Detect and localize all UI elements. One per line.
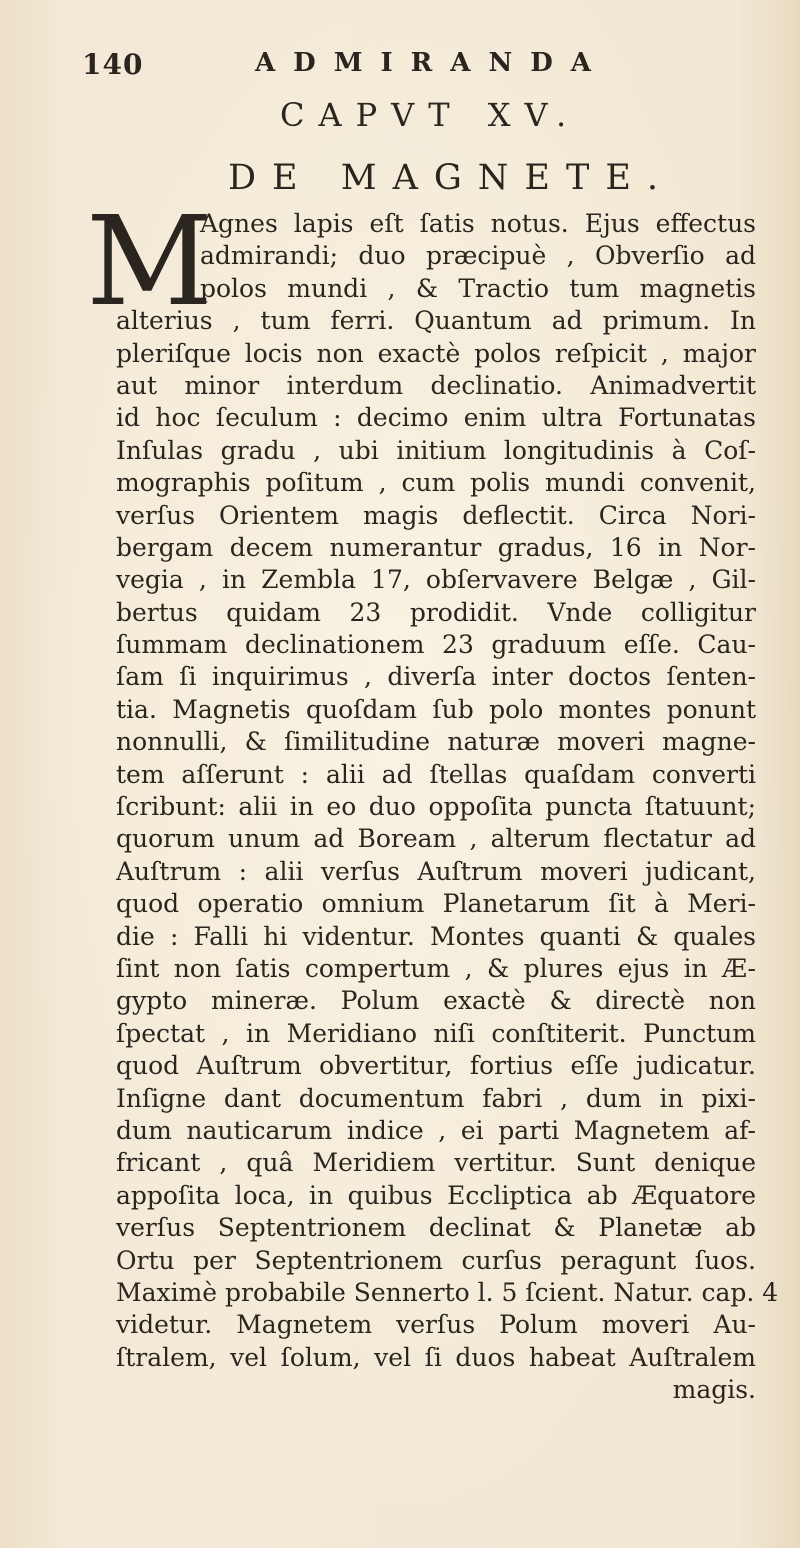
text-line: admirandi; duo præcipuè , Obverſio ad — [200, 241, 756, 271]
text-line: alterius , tum ferri. Quantum ad primum. In — [116, 306, 756, 336]
text-line: fricant , quâ Meridiem vertitur. Sunt denique — [116, 1148, 756, 1178]
text-line: verſus Orientem magis deflectit. Circa Nori- — [116, 500, 756, 530]
text-line: quorum unum ad Boream , alterum flectatur ad — [116, 824, 756, 854]
body-text — [86, 190, 779, 1406]
text-line: vegia , in Zembla 17, obſervavere Belgæ , Gil- — [116, 565, 756, 595]
text-line: Auſtrum : alii verſus Auſtrum moveri judicant, — [116, 856, 756, 886]
text-line: Inſulas gradu , ubi initium longitudinis à Coſ- — [116, 435, 756, 465]
text-line: ſcribunt: alii in eo duo oppoſita puncta ſtatuunt; — [116, 792, 756, 822]
text-line: ſam ſi inquirimus , diverſa inter doctos ſenten- — [116, 662, 756, 692]
text-line: magis. — [672, 1375, 756, 1405]
text-line: appoſita loca, in quibus Eccliptica ab Æquatore — [116, 1180, 756, 1210]
text-line: videtur. Magnetem verſus Polum moveri Au- — [116, 1310, 756, 1340]
text-line: ſint non ſatis compertum , & plures ejus in Æ- — [116, 953, 756, 983]
text-line: Agnes lapis eſt ſatis notus. Ejus effectus — [200, 209, 756, 238]
text-line: verſus Septentrionem declinat & Planetæ ab — [116, 1213, 756, 1243]
text-line: id hoc ſeculum : decimo enim ultra Fortunatas — [116, 403, 756, 433]
text-line: die : Falli hi videntur. Montes quanti & quales — [116, 921, 756, 951]
page-number: 140 — [82, 48, 144, 81]
drop-cap: M — [86, 190, 213, 334]
text-line: Inſigne dant documentum fabri , dum in pixi- — [116, 1083, 756, 1113]
text-line: Maximè probabile Sennerto l. 5 ſcient. Natur. cap. 4 — [116, 1277, 779, 1307]
chapter-title: CAPVT XV. — [280, 96, 581, 134]
running-head: ADMIRANDA — [255, 48, 609, 78]
text-line: bergam decem numerantur gradus, 16 in Nor- — [116, 532, 756, 562]
text-line: ſpectat , in Meridiano niſi conſtiterit. Punctum — [116, 1018, 756, 1048]
text-line: nonnulli, & ſimilitudine naturæ moveri magne- — [116, 727, 756, 757]
text-line: quod operatio omnium Planetarum ſit à Meri- — [116, 889, 756, 919]
text-line: bertus quidam 23 prodidit. Vnde colligitur — [116, 597, 756, 627]
page-header — [70, 46, 710, 86]
text-line: ſummam declinationem 23 graduum eſſe. Cau- — [116, 630, 756, 660]
text-line: ſtralem, vel ſolum, vel ſi duos habeat Auſtralem — [116, 1342, 756, 1372]
text-line: tem aſſerunt : alii ad ſtellas quaſdam converti — [116, 759, 756, 789]
text-line: Ortu per Septentrionem curſus peragunt ſuos. — [116, 1245, 756, 1275]
text-line: mographis poſitum , cum polis mundi convenit, — [116, 468, 756, 498]
text-line: gypto mineræ. Polum exactè & directè non — [116, 986, 756, 1016]
text-line: tia. Magnetis quoſdam ſub polo montes ponunt — [116, 694, 756, 724]
text-line: quod Auſtrum obvertitur, fortius eſſe judicatur. — [116, 1051, 756, 1081]
text-line: pleriſque locis non exactè polos reſpicit , major — [116, 338, 756, 368]
section-title: DE MAGNETE. — [228, 158, 675, 198]
text-line: dum nauticarum indice , ei parti Magnetem af- — [116, 1115, 756, 1145]
text-line: aut minor interdum declinatio. Animadvertit — [116, 370, 756, 400]
text-line: polos mundi , & Tractio tum magnetis — [200, 273, 756, 303]
